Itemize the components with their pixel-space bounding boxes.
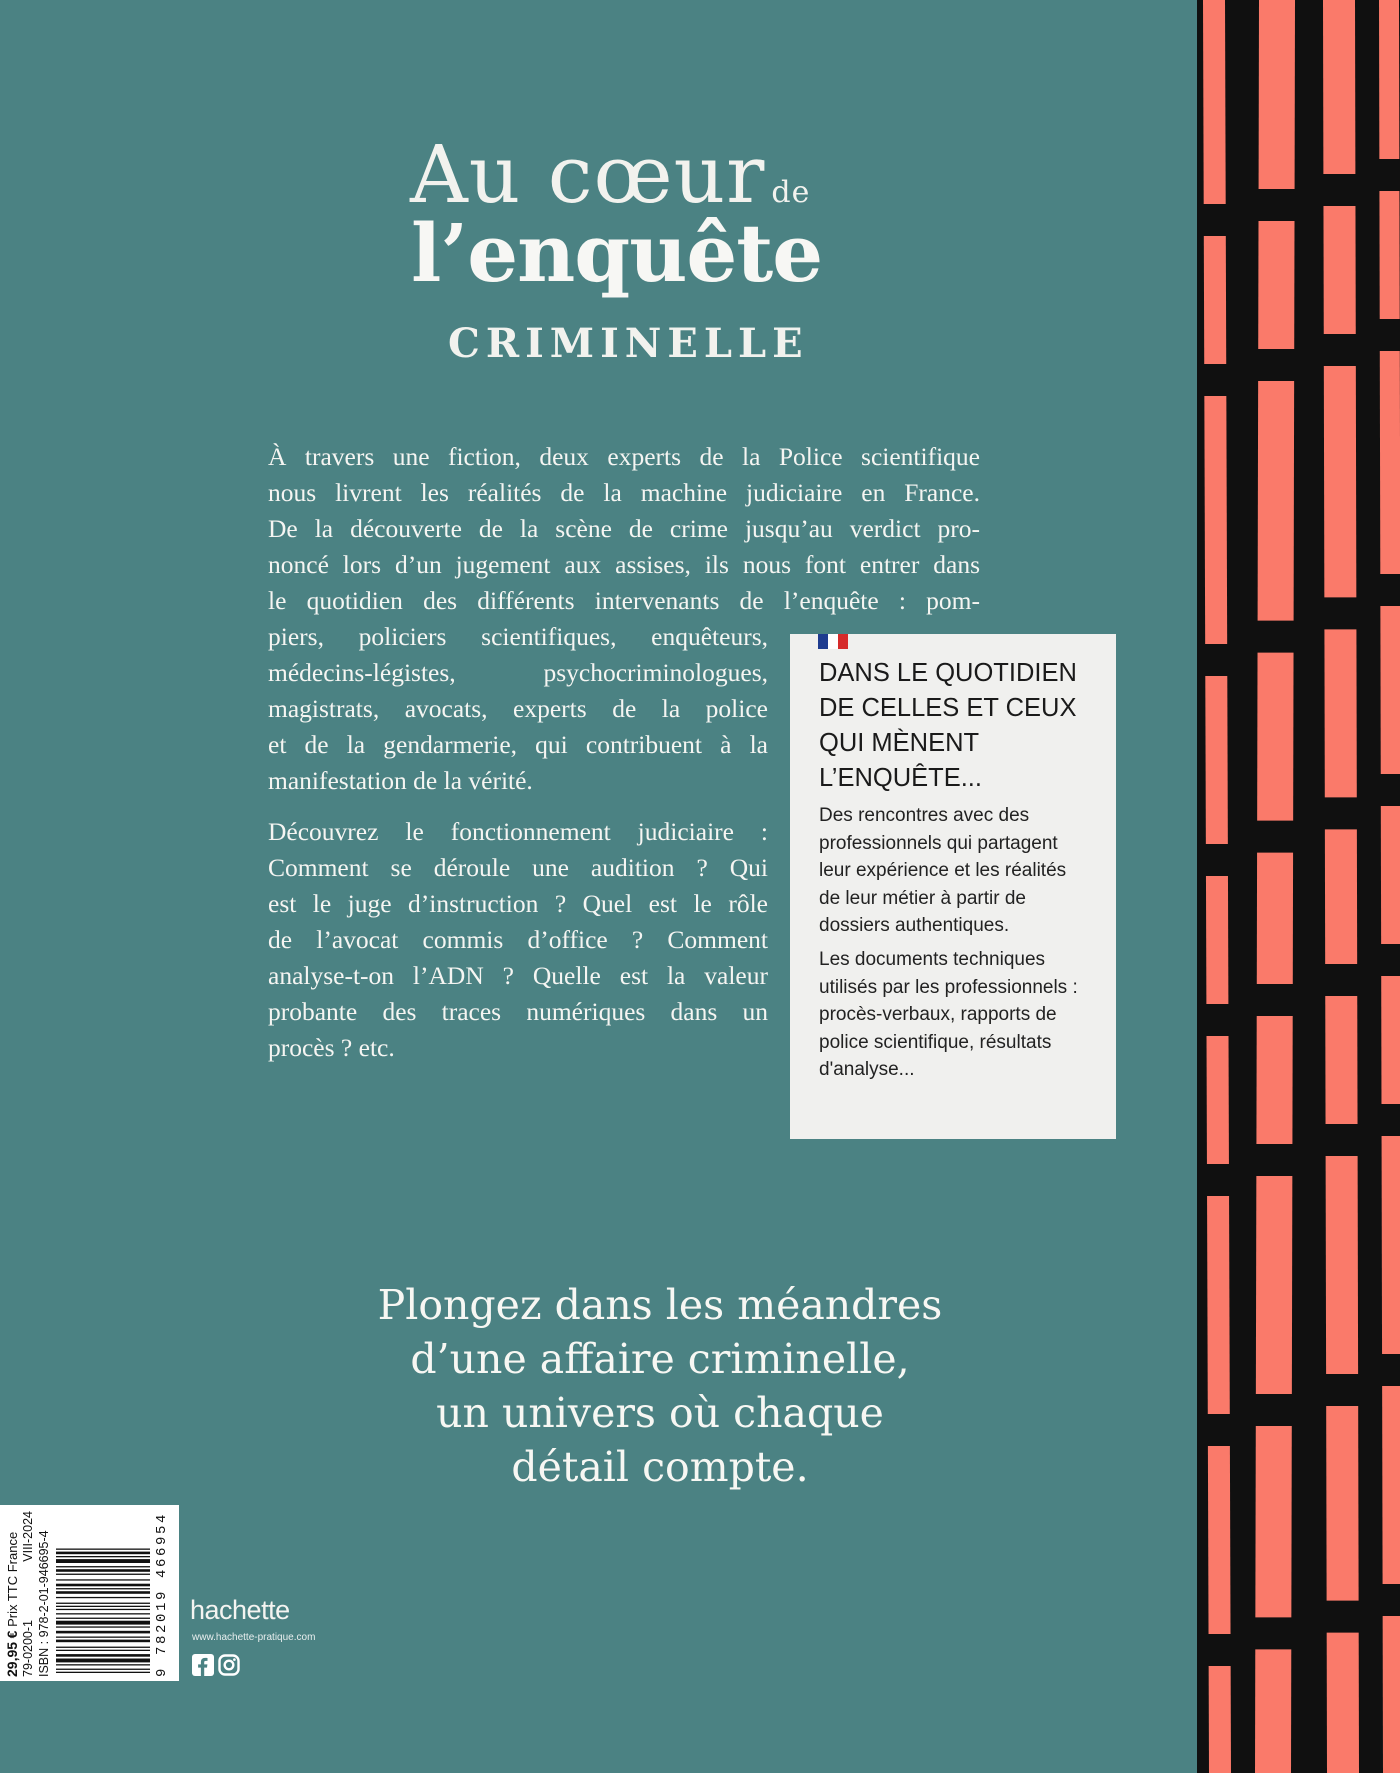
- intro-line: De la découverte de la scène de crime jusqu’au verdict pro-: [268, 514, 980, 543]
- social-icons: [192, 1654, 240, 1676]
- window-pane-24: [1207, 1196, 1230, 1414]
- barcode-bar-5: [56, 1650, 150, 1651]
- facebook-icon: [192, 1654, 214, 1676]
- window-pane-16: [1206, 876, 1228, 1004]
- tagline-line: détail compte.: [511, 1443, 809, 1491]
- currency: €: [4, 1630, 20, 1639]
- intro-line: À travers une fiction, deux experts de la Police scientifique: [268, 442, 980, 471]
- code-line: [21, 1511, 35, 1677]
- intro-line: médecins-légistes, psychocriminologues,: [268, 658, 768, 687]
- info-box-paragraph-1: [819, 802, 1099, 940]
- price: 29,95: [4, 1641, 20, 1677]
- barcode-bar-20: [56, 1584, 150, 1587]
- window-pane-8: [1204, 396, 1227, 644]
- barcode-bar-27: [56, 1552, 150, 1555]
- window-pane-14: [1324, 629, 1356, 797]
- barcode-bar-19: [56, 1588, 150, 1589]
- intro-narrow-block: [268, 619, 768, 799]
- title-small-word: de: [771, 175, 811, 210]
- intro-line: noncé lors d’un jugement aux assises, ils nous font entrer dans: [268, 550, 980, 579]
- intro-line: procès ? etc.: [268, 1033, 395, 1062]
- barcode-bar-17: [56, 1597, 150, 1598]
- barcode-bar-21: [56, 1579, 150, 1580]
- flag-stripe-red: [838, 634, 848, 649]
- barcode-bar-24: [56, 1566, 150, 1567]
- para-line: leur expérience et les réalités: [819, 860, 1067, 881]
- barcode-bar-15: [56, 1606, 150, 1607]
- intro-line: est le juge d’instruction ? Quel est le rôle: [268, 889, 768, 918]
- tagline-line: un univers où chaque: [436, 1389, 884, 1437]
- window-pane-23: [1381, 976, 1400, 1104]
- publisher-logo: hachette: [190, 1595, 290, 1625]
- flag-stripe-blue: [818, 634, 828, 649]
- barcode-bar-14: [56, 1609, 150, 1610]
- flag-stripe-white: [828, 634, 838, 649]
- barcode-icon: [56, 1511, 152, 1677]
- window-bars-illustration: [1197, 0, 1400, 1773]
- window-pane-19: [1381, 806, 1400, 944]
- window-pane-11: [1380, 351, 1400, 574]
- isbn: ISBN : 978-2-01-946695-4: [37, 1530, 51, 1677]
- window-pane-35: [1383, 1616, 1400, 1773]
- tagline-line: Plongez dans les méandres: [377, 1281, 943, 1329]
- barcode-bar-8: [56, 1637, 150, 1638]
- window-pane-0: [1203, 0, 1226, 204]
- para-line: utilisés par les professionnels :: [819, 976, 1078, 998]
- tagline-line: d’une affaire criminelle,: [410, 1335, 910, 1383]
- intro-line: nous livrent les réalités de la machine judiciaire en France.: [268, 478, 980, 507]
- window-pane-1: [1259, 0, 1295, 189]
- info-box: [790, 634, 1116, 1139]
- para-line: police scientifique, résultats: [819, 1031, 1052, 1053]
- intro-line: manifestation de la vérité.: [268, 766, 533, 795]
- barcode-bar-11: [56, 1621, 150, 1625]
- product-code: 79-0200-1: [21, 1620, 35, 1677]
- intro-line: magistrats, avocats, experts de la police: [268, 694, 768, 723]
- window-pane-4: [1204, 236, 1226, 364]
- window-pane-7: [1379, 191, 1399, 319]
- intro-line: de l’avocat commis d’office ? Comment: [268, 925, 768, 954]
- title-line-3: CRIMINELLE: [448, 320, 809, 367]
- instagram-icon: [218, 1654, 240, 1676]
- barcode-bar-25: [56, 1559, 150, 1563]
- para-line: d'analyse...: [819, 1059, 915, 1080]
- window-pane-15: [1380, 606, 1400, 774]
- window-pane-29: [1255, 1426, 1291, 1617]
- barcode-bar-13: [56, 1613, 150, 1614]
- window-pane-6: [1323, 206, 1355, 334]
- window-pane-17: [1257, 853, 1293, 984]
- intro-line: et de la gendarmerie, qui contribuent à la: [268, 730, 768, 759]
- para-line: Des rencontres avec des: [819, 805, 1030, 826]
- window-pane-9: [1258, 381, 1295, 621]
- window-pane-30: [1326, 1406, 1358, 1601]
- bars-graphic: [1197, 0, 1400, 1773]
- intro-line: Comment se déroule une audition ? Qui: [268, 853, 768, 882]
- window-pane-13: [1257, 653, 1293, 821]
- barcode-digits: 9 782019 466954: [154, 1511, 170, 1677]
- edition-code: VIII-2024: [21, 1511, 35, 1562]
- tagline: [310, 1278, 1010, 1494]
- heading-line: DANS LE QUOTIDIEN: [819, 659, 1077, 687]
- window-pane-10: [1324, 366, 1357, 597]
- price-line: [4, 1532, 20, 1677]
- barcode-bar-16: [56, 1603, 150, 1604]
- barcode-bar-28: [56, 1549, 150, 1550]
- barcode-bar-23: [56, 1569, 150, 1572]
- info-box-heading: [819, 656, 1109, 796]
- barcode-bar-6: [56, 1647, 150, 1648]
- window-pane-18: [1325, 829, 1357, 964]
- window-pane-26: [1326, 1156, 1358, 1374]
- intro-line: piers, policiers scientifiques, enquêteurs,: [268, 622, 768, 651]
- window-pane-27: [1382, 1136, 1400, 1354]
- price-note: Prix TTC France: [5, 1531, 20, 1627]
- barcode-bar-1: [56, 1669, 150, 1670]
- intro-line: Découvrez le fonctionnement judiciaire :: [268, 817, 768, 846]
- para-line: de leur métier à partir de: [819, 887, 1026, 909]
- window-pane-3: [1379, 0, 1399, 159]
- window-pane-25: [1256, 1176, 1292, 1394]
- window-pane-32: [1209, 1666, 1231, 1773]
- barcode-bar-7: [56, 1640, 150, 1643]
- french-flag-icon: [818, 634, 848, 649]
- title-line-2: l’enquête: [411, 206, 823, 300]
- barcode-bar-2: [56, 1664, 150, 1665]
- window-pane-20: [1207, 1036, 1229, 1164]
- title-line-1: Au cœur de: [410, 128, 811, 221]
- barcode-label: [0, 1505, 179, 1681]
- barcode-bar-3: [56, 1659, 150, 1663]
- barcode-bar-10: [56, 1626, 150, 1627]
- para-line: Les documents techniques: [819, 949, 1046, 970]
- window-pane-21: [1256, 1016, 1292, 1144]
- barcode-bar-18: [56, 1591, 150, 1594]
- window-pane-2: [1323, 0, 1355, 174]
- intro-line: probante des traces numériques dans un: [268, 997, 768, 1026]
- heading-line: DE CELLES ET CEUX: [819, 694, 1077, 722]
- window-pane-5: [1258, 221, 1294, 349]
- intro-wide-block: [268, 439, 980, 619]
- heading-line: QUI MÈNENT: [819, 729, 980, 757]
- barcode-bar-26: [56, 1556, 150, 1557]
- barcode-bar-0: [56, 1672, 150, 1673]
- window-pane-34: [1327, 1633, 1359, 1773]
- intro-line: le quotidien des différents intervenants de l’enquête : pom-: [268, 586, 980, 615]
- window-pane-33: [1255, 1649, 1291, 1773]
- intro-line: analyse-t-on l’ADN ? Quelle est la valeur: [268, 961, 768, 990]
- barcode-bar-22: [56, 1574, 150, 1575]
- publisher-website: www.hachette-pratique.com: [192, 1632, 316, 1643]
- para-line: procès-verbaux, rapports de: [819, 1004, 1057, 1025]
- info-box-paragraph-2: [819, 946, 1099, 1084]
- para-line: dossiers authentiques.: [819, 915, 1010, 936]
- window-pane-28: [1208, 1446, 1231, 1634]
- window-pane-12: [1205, 676, 1228, 844]
- barcode-bar-12: [56, 1618, 150, 1619]
- heading-line: L’ENQUÊTE...: [819, 764, 982, 792]
- window-pane-31: [1382, 1386, 1400, 1584]
- para-line: professionnels qui partagent: [819, 832, 1058, 854]
- barcode-bar-9: [56, 1631, 150, 1634]
- barcode-rotated-content: [4, 1511, 176, 1677]
- intro-second-paragraph: [268, 814, 768, 1066]
- barcode-bar-4: [56, 1654, 150, 1657]
- window-pane-22: [1325, 996, 1357, 1124]
